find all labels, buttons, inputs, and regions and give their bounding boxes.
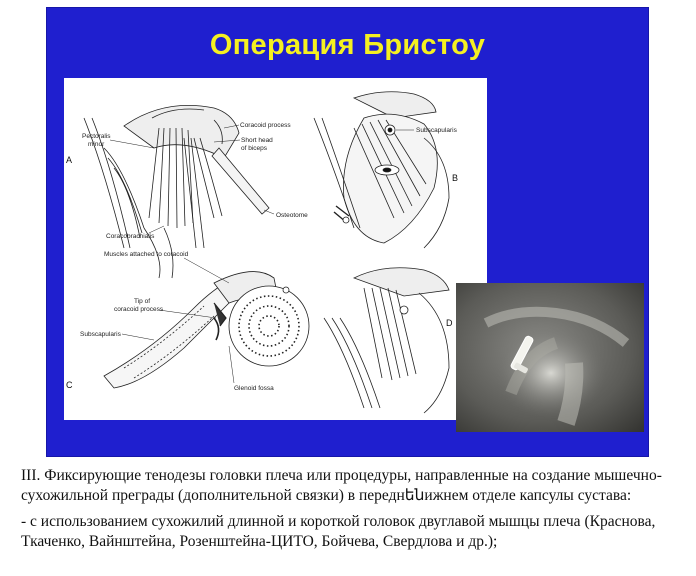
figure-letter-c: C [66, 380, 73, 390]
caption-paragraph-2: - с использованием сухожилий длинной и короткой головок двуглавой мышцы плеча (Краснова, Ткаченко, Вайнштейна, Розенштейна-ЦИТО, Бойчева, Свердлова и др.); [21, 513, 656, 550]
label-glenoid-fossa: Glenoid fossa [234, 385, 274, 392]
figure-letter-d: D [446, 318, 453, 328]
figure-d-drawing [324, 268, 449, 413]
label-short-head-2: of biceps [241, 145, 268, 152]
label-osteotome: Osteotome [276, 212, 308, 219]
surgical-illustrations [64, 78, 487, 420]
figure-c-drawing [104, 272, 309, 388]
presentation-slide [46, 7, 649, 457]
leader-subscapularis-c [122, 334, 154, 340]
label-pectoralis-2: minor [88, 141, 105, 148]
caption-text [21, 466, 681, 558]
label-tip-2: coracoid process [114, 306, 164, 313]
label-short-head-1: Short head [241, 137, 273, 144]
leader-muscles-attached [184, 258, 229, 283]
leader-osteotome [264, 210, 274, 214]
label-pectoralis-1: Pectoralis [82, 133, 111, 140]
label-tip-1: Tip of [134, 298, 151, 305]
caption-paragraph-1: III. Фиксирующие тенодезы головки плеча или процедуры, направленные на создание мышечно-сухожильной преграды (дополнительной связки) в переднենижнем отделе капсулы сустава: [21, 467, 662, 504]
xray-image [456, 283, 644, 432]
figure-letter-b: B [452, 173, 459, 183]
label-muscles-attached: Muscles attached to coracoid [104, 251, 189, 258]
surgical-illustration-panel [64, 78, 487, 420]
leader-glenoid [229, 346, 234, 383]
label-coracobrachialis: Coracobrachialis [106, 233, 155, 240]
label-coracoid-process: Coracoid process [240, 122, 291, 129]
figure-b-drawing [314, 92, 449, 248]
leader-coracobrachialis [149, 226, 164, 233]
slide-title: Операция Бристоу [209, 29, 486, 61]
label-subscapularis-c: Subscapularis [80, 331, 121, 338]
label-subscapularis-b: Subscapularis [416, 127, 457, 134]
figure-letter-a: A [66, 155, 73, 165]
